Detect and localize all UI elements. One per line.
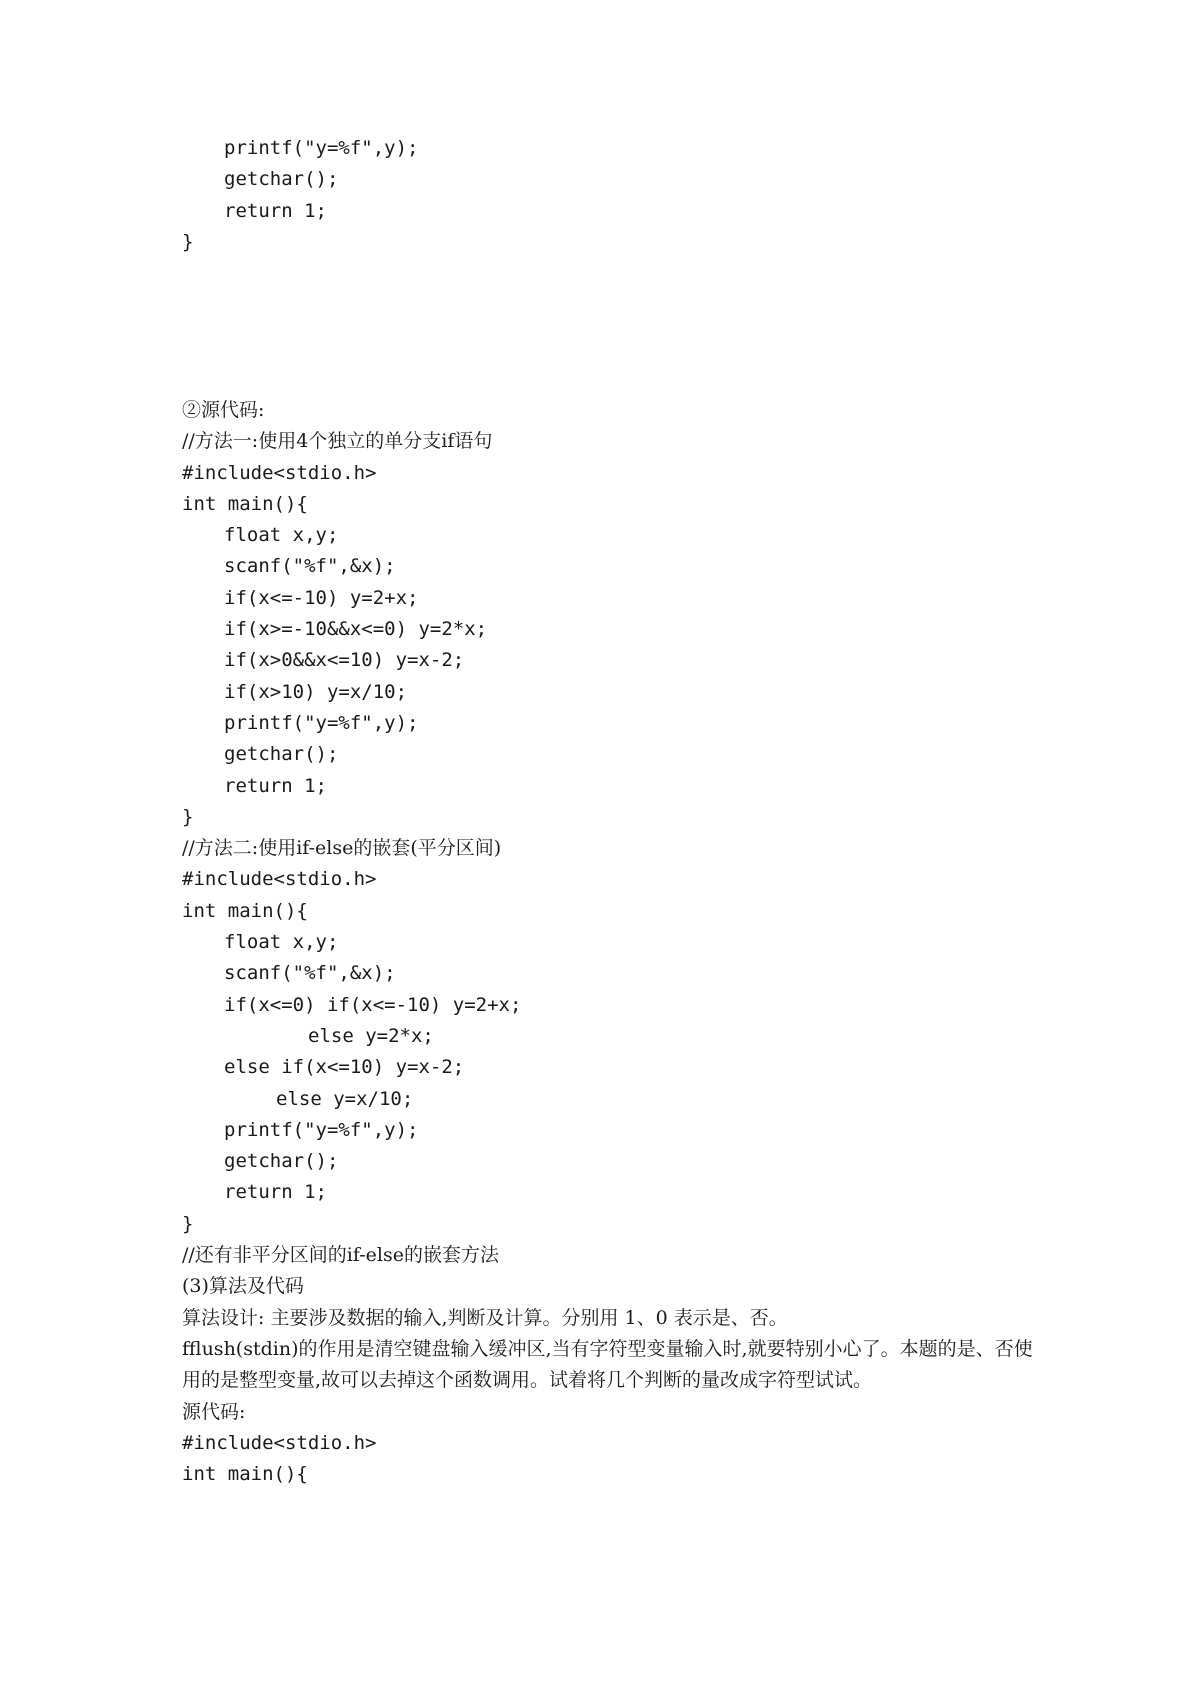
code-line: scanf("%f",&x);: [224, 555, 396, 578]
method1-comment: //方法一:使用4个独立的单分支if语句: [182, 430, 493, 453]
code-line: int main(){: [182, 492, 308, 515]
source-label: 源代码:: [182, 1400, 246, 1423]
code-line: float x,y;: [224, 524, 339, 547]
code-line: if(x<=-10) y=2+x;: [224, 586, 419, 609]
code-line: #include<stdio.h>: [182, 868, 377, 891]
code-line: getchar();: [224, 168, 339, 191]
closing-comment: //还有非平分区间的if-else的嵌套方法: [182, 1244, 499, 1267]
code-line: scanf("%f",&x);: [224, 962, 396, 985]
code-line: }: [182, 230, 194, 253]
code-line: if(x<=0) if(x<=-10) y=2+x;: [224, 993, 522, 1016]
code-line: return 1;: [224, 1181, 327, 1204]
code-line: int main(){: [182, 1463, 308, 1486]
code-line: return 1;: [224, 199, 327, 222]
code-line: }: [182, 1212, 194, 1235]
section-heading: ②源代码:: [182, 399, 265, 421]
section-heading: (3)算法及代码: [182, 1275, 304, 1298]
method2-comment: //方法二:使用if-else的嵌套(平分区间): [182, 837, 502, 860]
code-line: }: [182, 805, 194, 828]
code-line: if(x>0&&x<=10) y=x-2;: [224, 649, 465, 672]
code-line: else y=x/10;: [276, 1087, 414, 1110]
code-line: else if(x<=10) y=x-2;: [224, 1056, 465, 1079]
section-2: [182, 395, 1042, 1490]
code-line: #include<stdio.h>: [182, 461, 377, 484]
code-line: return 1;: [224, 774, 327, 797]
fflush-paragraph: fflush(stdin)的作用是清空键盘输入缓冲区,当有字符型变量输入时,就要特别小心了。本题的是、否使用的是整型变量,故可以去掉这个函数调用。试着将几个判断的量改成字符型试试。: [182, 1337, 1033, 1392]
code-line: getchar();: [224, 1150, 339, 1173]
code-line: printf("y=%f",y);: [224, 711, 419, 734]
code-line: printf("y=%f",y);: [224, 137, 419, 159]
algorithm-paragraph: 算法设计: 主要涉及数据的输入,判断及计算。分别用 1、0 表示是、否。: [182, 1306, 788, 1329]
code-line: float x,y;: [224, 931, 339, 954]
code-line: int main(){: [182, 899, 308, 922]
code-line: printf("y=%f",y);: [224, 1118, 419, 1141]
code-line: getchar();: [224, 743, 339, 766]
code-line: #include<stdio.h>: [182, 1431, 377, 1454]
code-line: if(x>10) y=x/10;: [224, 680, 408, 703]
code-line: else y=2*x;: [308, 1024, 434, 1047]
top-code-block: [182, 133, 1042, 258]
code-line: if(x>=-10&&x<=0) y=2*x;: [224, 618, 488, 641]
